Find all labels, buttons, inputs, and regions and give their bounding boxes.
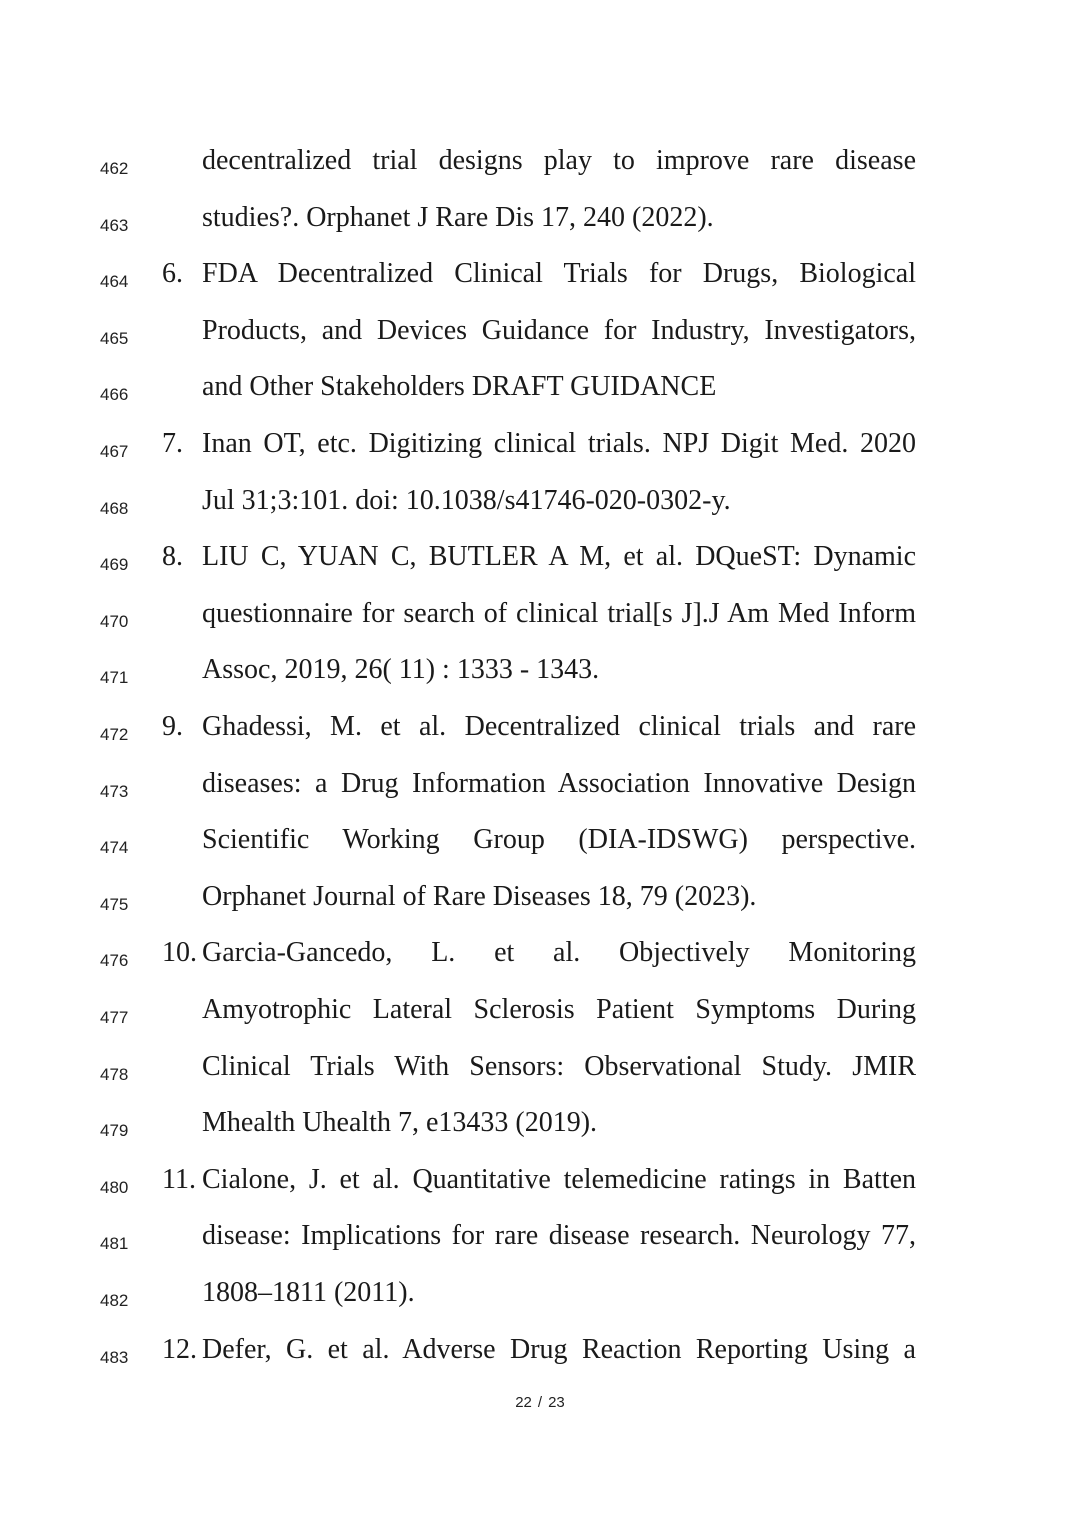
reference-text: LIU C, YUAN C, BUTLER A M, et al. DQueST: Dynamic (202, 541, 916, 573)
reference-number: 9. (162, 711, 183, 742)
text-line (0, 424, 1080, 480)
reference-text: Clinical Trials With Sensors: Observational Study. JMIR (202, 1050, 916, 1082)
line-number: 465 (100, 328, 129, 348)
line-number: 482 (100, 1291, 129, 1310)
line-number: 479 (100, 1121, 129, 1141)
reference-number: 10. (162, 937, 197, 969)
reference-number: 11. (162, 1163, 196, 1195)
text-line (0, 481, 1080, 537)
text-line (0, 933, 1080, 989)
text-line (0, 1216, 1080, 1272)
page-separator: / (537, 1394, 543, 1411)
line-number: 462 (100, 159, 129, 178)
current-page: 22 (515, 1394, 532, 1411)
reference-text: studies?. Orphanet J Rare Dis 17, 240 (2022). (202, 201, 714, 233)
text-line (0, 764, 1080, 820)
line-number: 472 (100, 725, 129, 744)
text-line (0, 141, 1080, 197)
reference-number: 6. (162, 258, 183, 290)
reference-text: Orphanet Journal of Rare Diseases 18, 79 (2023). (202, 880, 757, 912)
reference-text: disease: Implications for rare disease research. Neurology 77, (202, 1220, 916, 1252)
reference-text: and Other Stakeholders DRAFT GUIDANCE (202, 371, 717, 403)
text-line (0, 1273, 1080, 1329)
reference-text: Jul 31;3:101. doi: 10.1038/s41746-020-0302-y. (202, 484, 731, 516)
reference-number: 12. (162, 1333, 197, 1365)
reference-text: FDA Decentralized Clinical Trials for Drugs, Biological (202, 258, 916, 290)
line-number: 473 (100, 781, 129, 801)
text-line (0, 537, 1080, 593)
reference-number: 7. (162, 428, 183, 459)
line-number: 463 (100, 215, 129, 235)
reference-text: decentralized trial designs play to improve rare disease (202, 145, 916, 176)
line-number: 466 (100, 385, 129, 405)
text-line (0, 254, 1080, 310)
line-number: 475 (100, 894, 129, 914)
text-line (0, 367, 1080, 423)
text-line (0, 650, 1080, 706)
text-line (0, 820, 1080, 876)
text-line (0, 198, 1080, 254)
text-line (0, 1330, 1080, 1386)
reference-text: Assoc, 2019, 26( 11) : 1333 - 1343. (202, 654, 600, 686)
reference-text: Amyotrophic Lateral Sclerosis Patient Symptoms During (202, 994, 916, 1025)
line-number: 483 (100, 1347, 129, 1367)
text-line (0, 1047, 1080, 1103)
reference-text: questionnaire for search of clinical trial[s J].J Am Med Inform (202, 597, 916, 629)
line-number: 474 (100, 838, 129, 858)
reference-text: Scientific Working Group (DIA-IDSWG) perspective. (202, 824, 916, 856)
line-number: 467 (100, 442, 129, 461)
page-number (0, 1394, 1080, 1411)
reference-text: Mhealth Uhealth 7, e13433 (2019). (202, 1107, 598, 1139)
text-line (0, 594, 1080, 650)
reference-number: 8. (162, 541, 183, 573)
reference-text: Defer, G. et al. Adverse Drug Reaction Reporting Using a (202, 1333, 916, 1365)
line-number: 464 (100, 272, 129, 292)
text-line (0, 877, 1080, 933)
reference-text: Cialone, J. et al. Quantitative telemedicine ratings in Batten (202, 1163, 916, 1195)
line-number: 477 (100, 1008, 129, 1027)
total-pages: 23 (548, 1394, 565, 1411)
reference-text: Ghadessi, M. et al. Decentralized clinical trials and rare (202, 711, 916, 742)
line-number: 478 (100, 1064, 129, 1084)
line-number: 469 (100, 555, 129, 575)
reference-text: Garcia-Gancedo, L. et al. Objectively Monitoring (202, 937, 916, 969)
line-number: 468 (100, 498, 129, 518)
text-line (0, 990, 1080, 1046)
text-line (0, 707, 1080, 763)
line-number: 470 (100, 611, 129, 631)
reference-text: Products, and Devices Guidance for Industry, Investigators, (202, 314, 916, 346)
reference-text: Inan OT, etc. Digitizing clinical trials. NPJ Digit Med. 2020 (202, 428, 916, 459)
line-number: 476 (100, 951, 129, 971)
reference-text: 1808–1811 (2011). (202, 1277, 415, 1308)
text-line (0, 311, 1080, 367)
line-number: 471 (100, 668, 129, 688)
reference-text: diseases: a Drug Information Association Innovative Design (202, 767, 916, 799)
line-number: 481 (100, 1234, 129, 1254)
text-line (0, 1160, 1080, 1216)
line-number: 480 (100, 1177, 129, 1197)
text-line (0, 1103, 1080, 1159)
